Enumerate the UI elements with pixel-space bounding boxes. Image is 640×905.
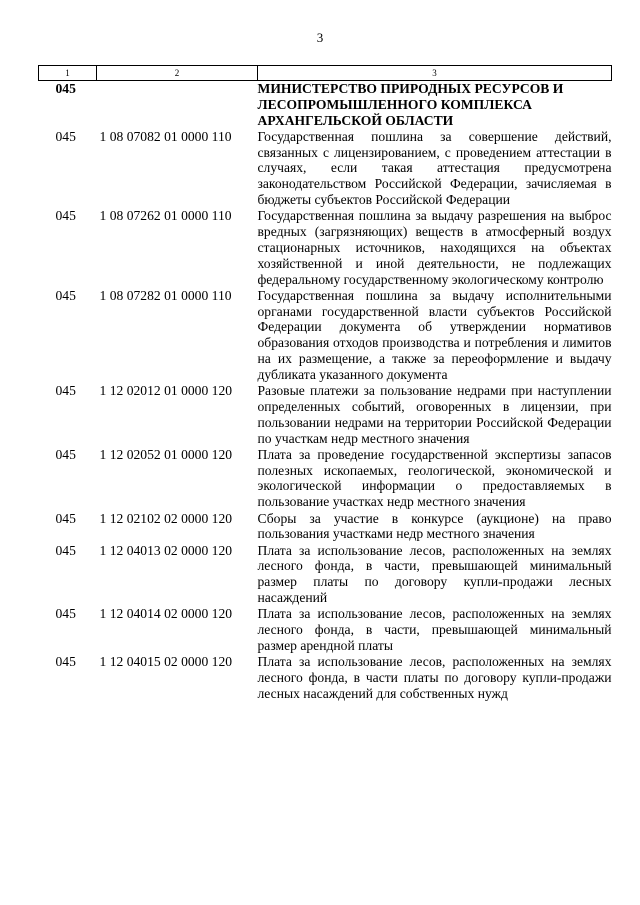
budget-code: 1 12 02052 01 0000 120 <box>99 446 233 462</box>
admin-code: 045 <box>55 128 76 144</box>
admin-code: 045 <box>55 606 76 622</box>
revenue-name: Разовые платежи за пользование недрами при наступлении определенных событий, оговоренных в лицензии, при пользовании недрами на территории Российской Федерации по участкам недр местного значения <box>257 383 612 446</box>
page-number: 3 <box>316 30 324 45</box>
admin-code: 045 <box>55 287 76 303</box>
table-row <box>39 288 612 383</box>
admin-code: 045 <box>55 446 76 462</box>
admin-code: 045 <box>55 510 76 526</box>
table-row <box>39 81 612 129</box>
revenue-name: Государственная пошлина за совершение действий, связанных с лицензированием, с проведением аттестации в случаях, если такая аттестация предусмотрена законодательством Российской Федерации, зачисляемая в бюджеты субъектов Российской Федерации <box>257 128 612 208</box>
budget-code: 1 12 04015 02 0000 120 <box>99 654 233 670</box>
admin-code: 045 <box>55 208 76 224</box>
budget-code: 1 08 07282 01 0000 110 <box>99 287 232 303</box>
revenue-name: Плата за использование лесов, расположенных на землях лесного фонда, в части, превышающей минимальный размер платы по договору купли-продажи лесных насаждений <box>257 542 612 605</box>
revenue-name: Плата за использование лесов, расположенных на землях лесного фонда, в части платы по договору купли-продажи лесных насаждений для собственных нужд <box>257 654 612 701</box>
table-row <box>39 447 612 511</box>
admin-code: 045 <box>55 383 76 399</box>
budget-code <box>97 81 258 129</box>
revenue-name: Плата за использование лесов, расположенных на землях лесного фонда, в части, превышающей минимальный размер арендной платы <box>257 606 612 653</box>
admin-code: 045 <box>55 542 76 558</box>
admin-code: 045 <box>55 81 76 96</box>
revenue-name: Государственная пошлина за выдачу разрешения на выброс вредных (загрязняющих) веществ в атмосферный воздух стационарных источников, находящихся на объектах хозяйственной и иной деятельности, не подлежащих федеральному государственному экологическому контролю <box>257 208 612 287</box>
budget-code: 1 12 04013 02 0000 120 <box>99 542 233 558</box>
table-row <box>39 129 612 208</box>
table-row <box>39 654 612 702</box>
budget-code: 1 12 02102 02 0000 120 <box>99 510 233 526</box>
table-row <box>39 543 612 607</box>
budget-code: 1 12 02012 01 0000 120 <box>99 383 233 399</box>
budget-code: 1 12 04014 02 0000 120 <box>99 606 233 622</box>
budget-code: 1 08 07082 01 0000 110 <box>99 128 232 144</box>
budget-classification-table <box>38 65 612 702</box>
revenue-name: МИНИСТЕРСТВО ПРИРОДНЫХ РЕСУРСОВ И ЛЕСОПРОМЫШЛЕННОГО КОМПЛЕКСА АРХАНГЕЛЬСКОЙ ОБЛАСТИ <box>257 81 564 128</box>
budget-code: 1 08 07262 01 0000 110 <box>99 208 232 224</box>
table-row <box>39 511 612 543</box>
table-row <box>39 606 612 654</box>
table-row <box>39 383 612 447</box>
admin-code: 045 <box>55 654 76 670</box>
revenue-name: Сборы за участие в конкурсе (аукционе) на право пользования участками недр местного значения <box>257 510 612 542</box>
column-number-1: 1 <box>39 66 97 81</box>
column-number-3: 3 <box>258 66 612 81</box>
column-number-2: 2 <box>97 66 258 81</box>
revenue-name: Плата за проведение государственной экспертизы запасов полезных ископаемых, геологической, экономической и экологической информации о предоставляемых в пользование участках недр местного значения <box>257 446 612 510</box>
column-number-row <box>39 66 612 81</box>
table-row <box>39 208 612 287</box>
revenue-name: Государственная пошлина за выдачу исполнительными органами государственной власти субъектов Российской Федерации документа об утверждении нормативов образования отходов производства и потребления и лимитов на их размещение, а также за переоформление и выдачу дубликата указанного документа <box>257 287 612 382</box>
